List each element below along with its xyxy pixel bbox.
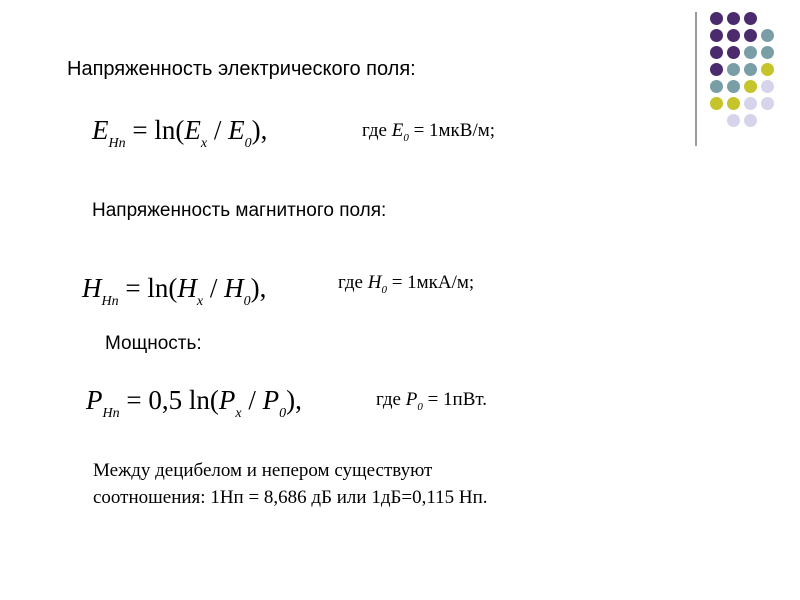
decorative-dot — [761, 46, 774, 59]
power-heading: Мощность: — [105, 333, 202, 354]
formula-symbol: P — [86, 385, 103, 415]
decorative-dot — [710, 12, 723, 25]
decorative-dot-grid — [710, 12, 800, 132]
formula-subscript: Нп — [102, 406, 120, 421]
formula-subscript: x — [200, 136, 208, 151]
formula-symbol: H — [224, 273, 244, 303]
electric-field-reference — [362, 120, 495, 144]
decorative-dot — [727, 46, 740, 59]
formula-subscript: 0 — [244, 136, 252, 151]
formula-subscript: 0 — [243, 294, 251, 309]
formula-subscript: x — [235, 406, 242, 421]
reference-subscript: 0 — [403, 131, 409, 144]
decorative-dot — [727, 97, 740, 110]
decorative-dot — [761, 29, 774, 42]
decorative-dot — [727, 80, 740, 93]
where-word: где — [338, 272, 363, 293]
formula-symbol: P — [262, 385, 280, 415]
reference-symbol: H — [367, 272, 382, 293]
note-line: Между децибелом и непером существуют — [93, 460, 433, 481]
formula-operator: = 0,5 ln( — [119, 385, 219, 415]
decorative-divider-line — [695, 12, 697, 146]
formula-divider: / — [241, 385, 263, 415]
decorative-dot — [727, 63, 740, 76]
where-word: где — [362, 120, 387, 141]
decorative-dot — [710, 80, 723, 93]
decorative-dot — [727, 12, 740, 25]
magnetic-field-heading: Напряженность магнитного поля: — [92, 200, 387, 221]
decorative-dot — [761, 80, 774, 93]
reference-symbol: E — [391, 120, 404, 141]
formula-symbol: E — [184, 115, 201, 145]
formula-tail: ), — [250, 273, 267, 303]
reference-subscript: 0 — [417, 400, 423, 413]
decorative-dot — [710, 97, 723, 110]
formula-symbol: E — [92, 115, 109, 145]
note-line: соотношения: 1Нп = 8,686 дБ или 1дБ=0,115 Нп. — [93, 487, 488, 508]
formula-operator: = ln( — [125, 115, 185, 145]
decorative-dot — [744, 114, 757, 127]
unit-relation-note — [93, 457, 613, 511]
decorative-dot — [744, 29, 757, 42]
formula-subscript: 0 — [279, 406, 287, 421]
reference-subscript: 0 — [381, 283, 387, 296]
reference-value: = 1мкА/м; — [386, 272, 475, 293]
formula-divider: / — [203, 273, 225, 303]
formula-subscript: Нп — [101, 294, 119, 309]
reference-value: = 1мкВ/м; — [408, 120, 496, 141]
formula-symbol: P — [218, 385, 236, 415]
decorative-dot — [761, 97, 774, 110]
decorative-dot — [710, 63, 723, 76]
decorative-dot — [744, 12, 757, 25]
reference-value: = 1пВт. — [422, 389, 487, 410]
decorative-dot — [710, 46, 723, 59]
formula-subscript: x — [196, 294, 204, 309]
decorative-dot — [744, 63, 757, 76]
decorative-dot — [744, 97, 757, 110]
magnetic-field-formula — [82, 273, 267, 309]
formula-tail: ), — [286, 385, 302, 415]
magnetic-field-reference — [338, 272, 474, 296]
formula-subscript: Нп — [108, 136, 126, 151]
formula-operator: = ln( — [118, 273, 178, 303]
decorative-dot — [761, 63, 774, 76]
decorative-dot — [727, 29, 740, 42]
power-reference — [376, 389, 487, 413]
decorative-dot — [744, 46, 757, 59]
formula-symbol: E — [228, 115, 245, 145]
formula-divider: / — [207, 115, 229, 145]
power-formula — [86, 385, 302, 421]
decorative-dot — [744, 80, 757, 93]
where-word: где — [376, 389, 401, 410]
decorative-dot — [710, 29, 723, 42]
reference-symbol: P — [405, 389, 418, 410]
formula-tail: ), — [251, 115, 268, 145]
decorative-dot — [727, 114, 740, 127]
slide-title: Напряженность электрического поля: — [67, 58, 416, 80]
formula-symbol: H — [177, 273, 197, 303]
electric-field-formula — [92, 115, 268, 151]
formula-symbol: H — [82, 273, 102, 303]
